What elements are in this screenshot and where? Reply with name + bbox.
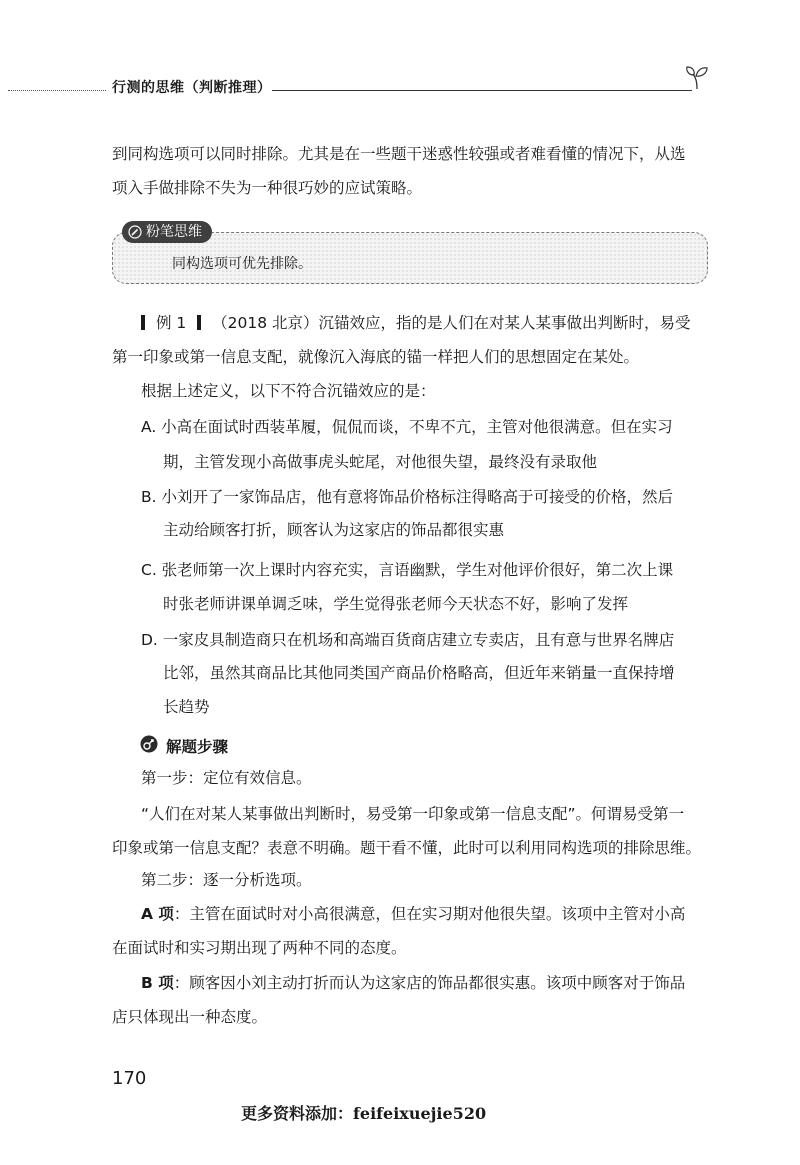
analysis-a-text: ：主管在面试时对小高很满意，但在实习期对他很失望。该项中主管对小高 xyxy=(173,905,686,923)
example-heading-line xyxy=(141,313,691,333)
example-bar-left xyxy=(141,315,145,330)
example-stem-line-2: 第一印象或第一信息支配，就像沉入海底的锚一样把人们的思想固定在某处。 xyxy=(112,348,640,366)
pencil-circle-icon xyxy=(128,225,142,239)
solution-title: 解题步骤 xyxy=(166,738,229,756)
option-c-line-1: C. 张老师第一次上课时内容充实，言语幽默，学生对他评价很好，第二次上课 xyxy=(141,561,674,579)
analysis-b-text: ：顾客因小刘主动打折而认为这家店的饰品都很实惠。该项中顾客对于饰品 xyxy=(173,974,686,992)
callout-badge xyxy=(122,221,212,243)
header-rule-right xyxy=(272,90,692,91)
solution-quote-line-1: “人们在对某人某事做出判断时，易受第一印象或第一信息支配”。何谓易受第一 xyxy=(141,805,685,823)
intro-line-1: 到同构选项可以同时排除。尤其是在一些题干迷惑性较强或者难看懂的情况下，从选 xyxy=(112,145,686,163)
option-d-line-2: 比邻，虽然其商品比其他同类国产商品价格略高，但近年来销量一直保持增 xyxy=(163,664,675,682)
analysis-b-label: B 项 xyxy=(141,974,174,992)
option-a-line-1: A. 小高在面试时西装革履，侃侃而谈，不卑不亢，主管对他很满意。但在实习 xyxy=(141,418,673,436)
page-number: 170 xyxy=(112,1068,147,1089)
analysis-b-line-1 xyxy=(141,973,685,993)
callout-badge-label: 粉笔思维 xyxy=(146,224,202,240)
solution-step-2: 第二步：逐一分析选项。 xyxy=(141,871,312,889)
running-header-title: 行测的思维（判断推理） xyxy=(112,80,272,96)
example-stem-line-1: （2018 北京）沉锚效应，指的是人们在对某人某事做出判断时，易受 xyxy=(212,314,691,332)
example-bar-right xyxy=(197,315,201,330)
example-label: 例 1 xyxy=(155,314,187,332)
analysis-b-line-2: 店只体现出一种态度。 xyxy=(112,1008,268,1026)
solution-step-1: 第一步：定位有效信息。 xyxy=(141,769,312,787)
option-c-line-2: 时张老师讲课单调乏味，学生觉得张老师今天状态不好，影响了发挥 xyxy=(163,595,629,613)
analysis-a-line-2: 在面试时和实习期出现了两种不同的态度。 xyxy=(112,939,407,957)
solution-steps-icon xyxy=(140,735,158,753)
solution-quote-line-2: 印象或第一信息支配？表意不明确。题干看不懂，此时可以利用同构选项的排除思维。 xyxy=(112,839,702,857)
example-question: 根据上述定义，以下不符合沉锚效应的是： xyxy=(141,382,436,400)
option-d-line-3: 长趋势 xyxy=(163,698,210,716)
sprout-icon xyxy=(684,64,710,90)
analysis-a-label: A 项 xyxy=(141,905,174,923)
footer-watermark: 更多资料添加：feifeixuejie520 xyxy=(241,1104,487,1123)
option-d-line-1: D. 一家皮具制造商只在机场和高端百货商店建立专卖店，且有意与世界名牌店 xyxy=(141,631,675,649)
analysis-a-line-1 xyxy=(141,904,685,924)
option-b-line-2: 主动给顾客打折，顾客认为这家店的饰品都很实惠 xyxy=(163,521,505,539)
header-rule-left xyxy=(8,90,106,91)
option-a-line-2: 期，主管发现小高做事虎头蛇尾，对他很失望，最终没有录取他 xyxy=(163,453,598,471)
callout-text: 同构选项可优先排除。 xyxy=(172,256,312,272)
option-b-line-1: B. 小刘开了一家饰品店，他有意将饰品价格标注得略高于可接受的价格，然后 xyxy=(141,488,673,506)
intro-line-2: 项入手做排除不失为一种很巧妙的应试策略。 xyxy=(112,179,423,197)
